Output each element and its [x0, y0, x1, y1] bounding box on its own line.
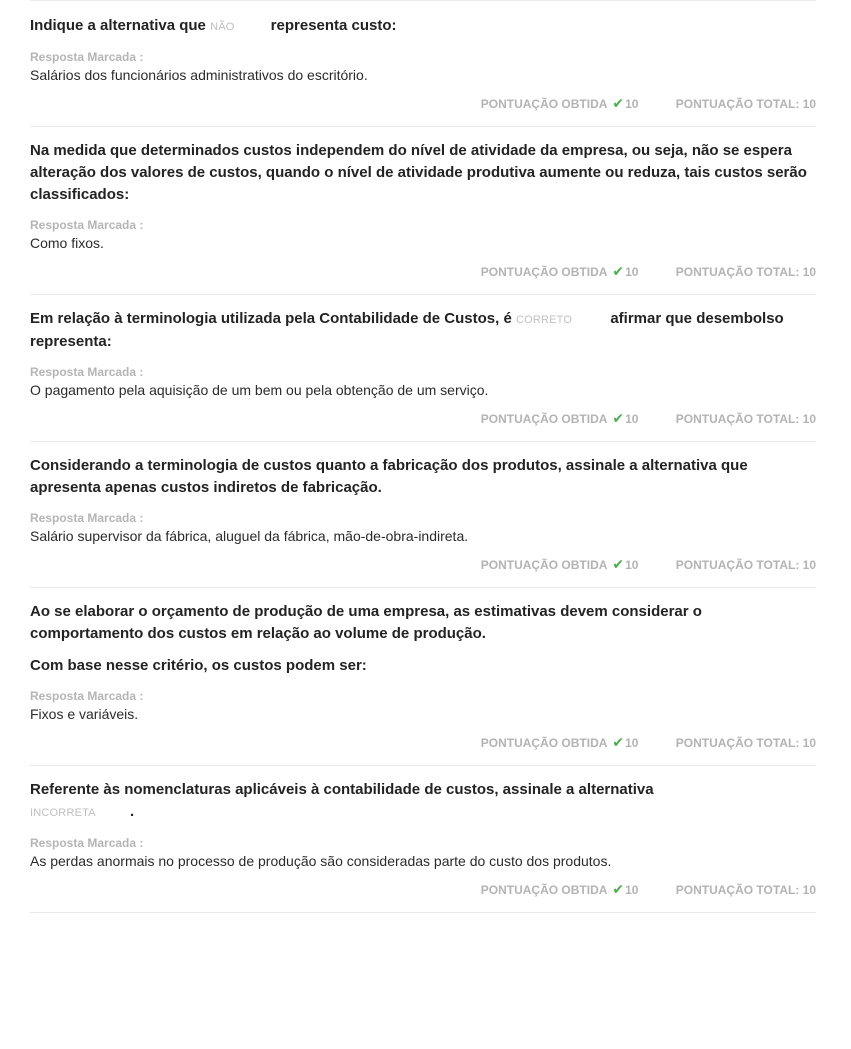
score-obtained-value: 10 — [625, 265, 639, 279]
question-item — [30, 127, 816, 295]
score-obtained-label: PONTUAÇÃO OBTIDA — [480, 412, 607, 426]
check-icon: ✔ — [612, 881, 625, 897]
question-item — [30, 588, 816, 766]
score-obtained-value: 10 — [625, 736, 639, 750]
answer-text: Salários dos funcionários administrativos do escritório. — [30, 67, 368, 83]
answer-text: Fixos e variáveis. — [30, 706, 139, 722]
answer-text: Como fixos. — [30, 235, 104, 251]
score-total: PONTUAÇÃO TOTAL: 10 — [675, 736, 816, 750]
score-obtained — [481, 95, 639, 112]
question-text: afirmar que desembolso representa: — [30, 310, 784, 350]
check-icon: ✔ — [612, 734, 625, 750]
score-row — [30, 556, 816, 573]
question-item — [30, 295, 816, 442]
question-highlight: CORRETO — [515, 314, 573, 326]
question-text: representa custo: — [270, 17, 397, 34]
question-title: Ao se elaborar o orçamento de produção de uma empresa, as estimativas devem considerar o comportamento dos custos em relação ao volume de produção. — [30, 603, 702, 642]
answer-label: Resposta Marcada : — [30, 365, 144, 379]
question-item — [30, 0, 816, 127]
score-obtained — [481, 263, 639, 280]
question-highlight: NÃO — [210, 21, 235, 33]
check-icon: ✔ — [612, 410, 625, 426]
answer-label: Resposta Marcada : — [30, 689, 144, 703]
question-title — [30, 15, 816, 38]
score-obtained-label: PONTUAÇÃO OBTIDA — [480, 558, 607, 572]
score-total: PONTUAÇÃO TOTAL: 10 — [675, 412, 816, 426]
score-obtained-label: PONTUAÇÃO OBTIDA — [480, 736, 607, 750]
check-icon: ✔ — [612, 95, 625, 111]
answer-text: Salário supervisor da fábrica, aluguel da fábrica, mão-de-obra-indireta. — [30, 528, 469, 544]
question-item — [30, 766, 816, 913]
score-obtained-label: PONTUAÇÃO OBTIDA — [480, 883, 607, 897]
score-row — [30, 95, 816, 112]
score-obtained-value: 10 — [625, 97, 639, 111]
question-text: Indique a alternativa que — [30, 17, 206, 34]
question-text: Em relação à terminologia utilizada pela Contabilidade de Custos, é — [30, 310, 512, 327]
score-row — [30, 881, 816, 898]
answer-text: As perdas anormais no processo de produção são consideradas parte do custo dos produtos. — [30, 853, 612, 869]
answer-text: O pagamento pela aquisição de um bem ou pela obtenção de um serviço. — [30, 382, 489, 398]
score-obtained-value: 10 — [625, 883, 639, 897]
answer-label: Resposta Marcada : — [30, 511, 144, 525]
question-highlight: INCORRETA — [30, 807, 96, 819]
question-title — [30, 779, 816, 824]
score-obtained-label: PONTUAÇÃO OBTIDA — [480, 97, 607, 111]
answer-label: Resposta Marcada : — [30, 218, 144, 232]
question-subtitle: Com base nesse critério, os custos podem ser: — [30, 657, 367, 674]
question-title: Na medida que determinados custos independem do nível de atividade da empresa, ou seja, não se espera alteração dos valores de custos, quando o nível de atividade produtiva aumente ou reduza, tais custos serão classificados: — [30, 142, 807, 203]
question-text: Referente às nomenclaturas aplicáveis à contabilidade de custos, assinale a alternativa — [30, 781, 654, 798]
question-item — [30, 442, 816, 588]
score-obtained — [481, 410, 639, 427]
answer-label: Resposta Marcada : — [30, 50, 144, 64]
answer-label: Resposta Marcada : — [30, 836, 144, 850]
score-total: PONTUAÇÃO TOTAL: 10 — [675, 265, 816, 279]
question-title: Considerando a terminologia de custos quanto a fabricação dos produtos, assinale a alternativa que apresenta apenas custos indiretos de fabricação. — [30, 457, 748, 496]
score-obtained — [481, 881, 639, 898]
check-icon: ✔ — [612, 263, 625, 279]
score-total: PONTUAÇÃO TOTAL: 10 — [675, 883, 816, 897]
score-total: PONTUAÇÃO TOTAL: 10 — [675, 97, 816, 111]
score-row — [30, 263, 816, 280]
score-obtained — [481, 734, 639, 751]
score-total: PONTUAÇÃO TOTAL: 10 — [675, 558, 816, 572]
question-title — [30, 308, 816, 353]
score-obtained-label: PONTUAÇÃO OBTIDA — [480, 265, 607, 279]
score-row — [30, 410, 816, 427]
score-obtained-value: 10 — [625, 412, 639, 426]
score-obtained — [481, 556, 639, 573]
score-obtained-value: 10 — [625, 558, 639, 572]
check-icon: ✔ — [612, 556, 625, 572]
question-text: . — [129, 803, 135, 820]
score-row — [30, 734, 816, 751]
